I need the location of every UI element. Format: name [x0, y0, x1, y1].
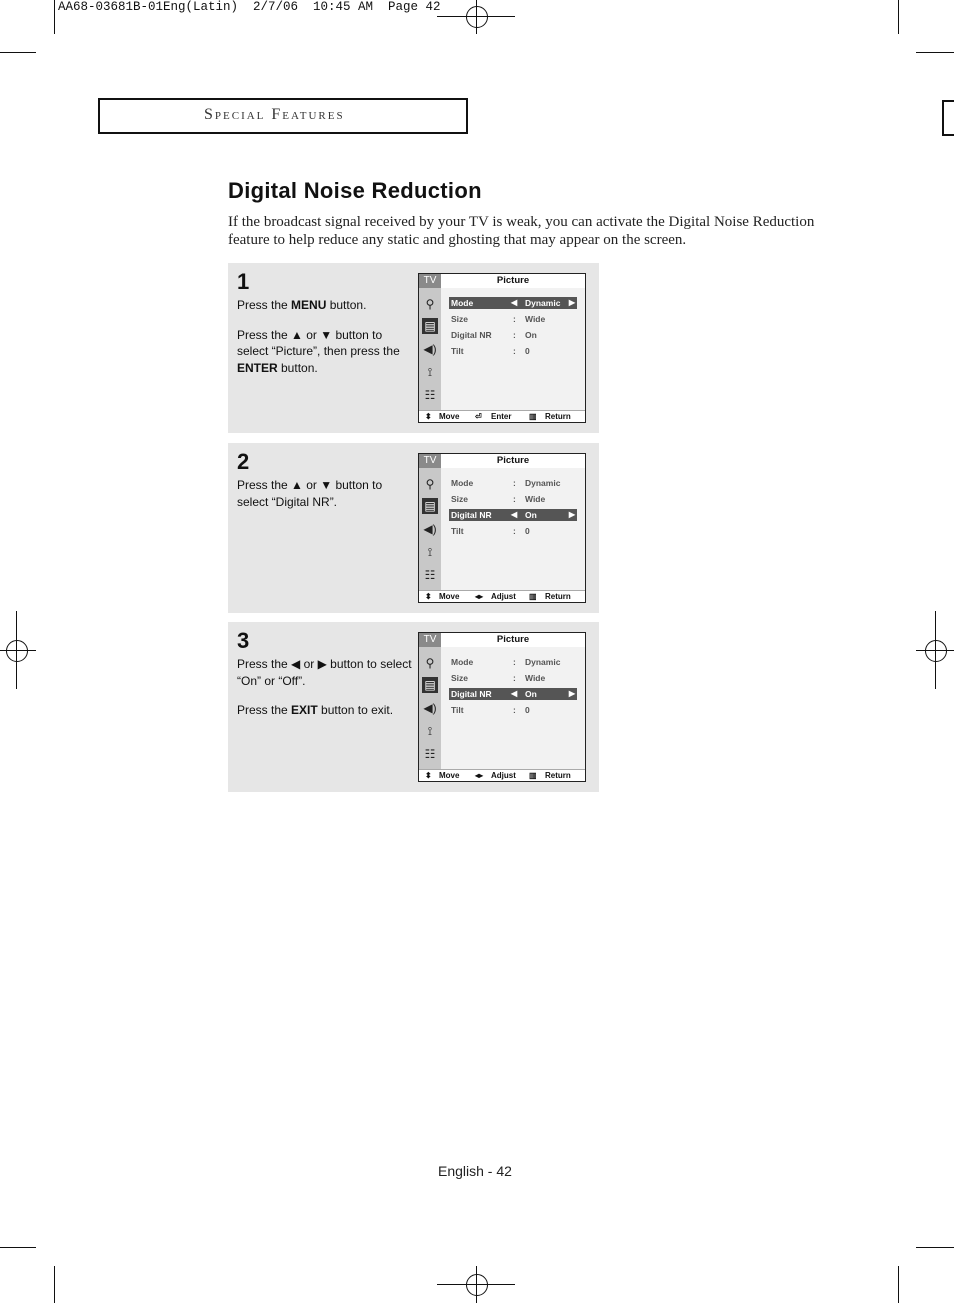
mid-label: Adjust	[491, 771, 516, 780]
arrow-right-icon: ▶	[568, 298, 575, 307]
instruction-text: button.	[277, 360, 318, 375]
osd-row-value: On	[525, 330, 537, 340]
edge-tab	[942, 100, 954, 136]
return-icon: ▥	[529, 412, 537, 421]
osd-menu-row	[449, 509, 577, 521]
osd-row-colon: :	[513, 330, 516, 340]
antenna-icon: ⟟	[427, 365, 433, 379]
speaker-icon: ◀)	[423, 701, 437, 715]
osd-title: Picture	[441, 454, 585, 468]
osd-row-colon: :	[513, 705, 516, 715]
step-panel-1	[228, 263, 599, 433]
print-header: AA68-03681B-01Eng(Latin) 2/7/06 10:45 AM Page 42	[58, 0, 441, 14]
settings-icon: ☷	[424, 568, 436, 582]
osd-icon-bar	[419, 454, 441, 593]
step-number: 3	[237, 628, 250, 653]
osd-footer	[419, 590, 585, 602]
osd-menu-row	[449, 525, 577, 537]
section-label: Special Features	[204, 106, 345, 123]
crop-mark	[898, 0, 899, 34]
speaker-icon: ◀)	[423, 342, 437, 356]
picture-icon: ▤	[422, 498, 438, 514]
mid-label: Adjust	[491, 592, 516, 601]
osd-row-value: Dynamic	[525, 298, 561, 308]
crop-mark	[898, 1266, 899, 1303]
settings-icon: ☷	[424, 388, 436, 402]
arrow-left-icon: ◀	[511, 510, 518, 519]
enter-icon: ⏎	[475, 412, 482, 421]
return-label: Return	[545, 771, 571, 780]
osd-menu-row	[449, 329, 577, 341]
osd-title: Picture	[441, 274, 585, 288]
osd-footer	[419, 769, 585, 781]
osd-tv-label: TV	[419, 454, 441, 468]
osd-row-label: Tilt	[451, 526, 464, 536]
osd-menu-row	[449, 672, 577, 684]
arrow-left-icon: ◀	[511, 689, 518, 698]
page-title: Digital Noise Reduction	[228, 178, 482, 203]
tv-osd-screen	[418, 453, 586, 603]
instruction-text: Press the ◀ or ▶ button to select “On” or “Off”.	[237, 657, 412, 688]
step-number: 1	[237, 269, 250, 294]
arrow-right-icon: ▶	[568, 689, 575, 698]
osd-row-value: On	[525, 510, 537, 520]
osd-menu-row	[449, 704, 577, 716]
osd-row-label: Digital NR	[451, 330, 492, 340]
registration-circle	[466, 6, 488, 28]
speaker-icon: ◀)	[423, 522, 437, 536]
registration-circle	[925, 640, 947, 662]
instruction-text: button.	[326, 298, 367, 312]
osd-row-value: Wide	[525, 494, 546, 504]
osd-row-label: Size	[451, 494, 469, 504]
instruction-text: Press the	[237, 298, 292, 312]
osd-row-value: Wide	[525, 673, 546, 683]
osd-menu-row	[449, 493, 577, 505]
move-icon: ⬍	[425, 771, 432, 780]
adjust-icon: ◂▸	[475, 592, 484, 601]
instruction-paragraph	[237, 297, 412, 314]
tv-osd-screen	[418, 273, 586, 423]
return-label: Return	[545, 412, 571, 421]
intro-paragraph: If the broadcast signal received by your TV is weak, you can activate the Digital Noise Reduction feature to help reduce any static and ghosting that may appear on the screen.	[228, 214, 815, 248]
osd-title: Picture	[441, 633, 585, 647]
instruction-paragraph	[237, 477, 412, 510]
arrow-right-icon: ▶	[568, 510, 575, 519]
osd-row-colon: :	[513, 494, 516, 504]
button-name: EXIT	[291, 703, 318, 717]
instruction-text: Press the	[237, 703, 292, 717]
osd-row-value: On	[525, 689, 537, 699]
move-icon: ⬍	[425, 412, 432, 421]
crop-mark	[916, 1247, 954, 1248]
crop-mark	[0, 52, 36, 53]
osd-row-value: Dynamic	[525, 657, 561, 667]
osd-row-label: Digital NR	[451, 510, 492, 520]
tv-osd-screen	[418, 632, 586, 782]
osd-row-colon: :	[513, 526, 516, 536]
instruction-text: Press the ▲ or ▼ button to select “Digital NR”.	[237, 478, 383, 509]
osd-row-colon: :	[513, 478, 516, 488]
adjust-icon: ◂▸	[475, 771, 484, 780]
osd-row-label: Mode	[451, 298, 474, 308]
osd-footer	[419, 410, 585, 422]
plug-icon: ⚲	[425, 656, 435, 670]
osd-menu-row	[449, 345, 577, 357]
page-footer: English - 42	[438, 1163, 512, 1179]
crop-mark	[54, 1266, 55, 1303]
step-panel-3	[228, 622, 599, 792]
osd-menu-row	[449, 297, 577, 309]
osd-row-colon: :	[513, 673, 516, 683]
registration-circle	[466, 1274, 488, 1296]
osd-menu-row	[449, 477, 577, 489]
instruction-paragraph	[237, 702, 412, 719]
arrow-left-icon: ◀	[511, 298, 518, 307]
antenna-icon: ⟟	[427, 545, 433, 559]
osd-row-value: 0	[525, 705, 530, 715]
osd-menu-row	[449, 688, 577, 700]
button-name: ENTER	[237, 360, 278, 375]
osd-row-value: Wide	[525, 314, 546, 324]
plug-icon: ⚲	[425, 297, 435, 311]
crop-mark	[0, 1247, 36, 1248]
return-label: Return	[545, 592, 571, 601]
osd-row-label: Size	[451, 673, 469, 683]
return-icon: ▥	[529, 771, 537, 780]
osd-icon-bar	[419, 633, 441, 772]
osd-row-colon: :	[513, 314, 516, 324]
picture-icon: ▤	[422, 318, 438, 334]
osd-row-label: Digital NR	[451, 689, 492, 699]
osd-menu-row	[449, 313, 577, 325]
osd-row-colon: :	[513, 346, 516, 356]
move-label: Move	[439, 412, 460, 421]
crop-mark	[54, 0, 55, 34]
osd-menu-row	[449, 656, 577, 668]
mid-label: Enter	[491, 412, 512, 421]
step-panel-2	[228, 443, 599, 613]
osd-row-colon: :	[513, 657, 516, 667]
instruction-text: Press the ▲ or ▼ button to select “Picture”, then press the	[237, 327, 400, 358]
instruction-paragraph	[237, 656, 412, 689]
osd-icon-bar	[419, 274, 441, 413]
button-name: MENU	[291, 298, 327, 312]
osd-row-value: 0	[525, 346, 530, 356]
plug-icon: ⚲	[425, 477, 435, 491]
osd-row-label: Mode	[451, 657, 474, 667]
osd-row-value: 0	[525, 526, 530, 536]
antenna-icon: ⟟	[427, 724, 433, 738]
osd-tv-label: TV	[419, 633, 441, 647]
osd-row-label: Tilt	[451, 705, 464, 715]
picture-icon: ▤	[422, 677, 438, 693]
instruction-paragraph	[237, 327, 412, 377]
registration-circle	[6, 640, 28, 662]
step-instructions	[237, 297, 412, 389]
move-label: Move	[439, 771, 460, 780]
osd-row-label: Size	[451, 314, 469, 324]
instruction-text: button to exit.	[317, 703, 394, 717]
step-instructions	[237, 656, 412, 732]
step-instructions	[237, 477, 412, 523]
step-number: 2	[237, 449, 250, 474]
osd-tv-label: TV	[419, 274, 441, 288]
return-icon: ▥	[529, 592, 537, 601]
osd-row-label: Tilt	[451, 346, 464, 356]
move-label: Move	[439, 592, 460, 601]
osd-row-value: Dynamic	[525, 478, 561, 488]
settings-icon: ☷	[424, 747, 436, 761]
move-icon: ⬍	[425, 592, 432, 601]
osd-row-label: Mode	[451, 478, 474, 488]
crop-mark	[916, 52, 954, 53]
